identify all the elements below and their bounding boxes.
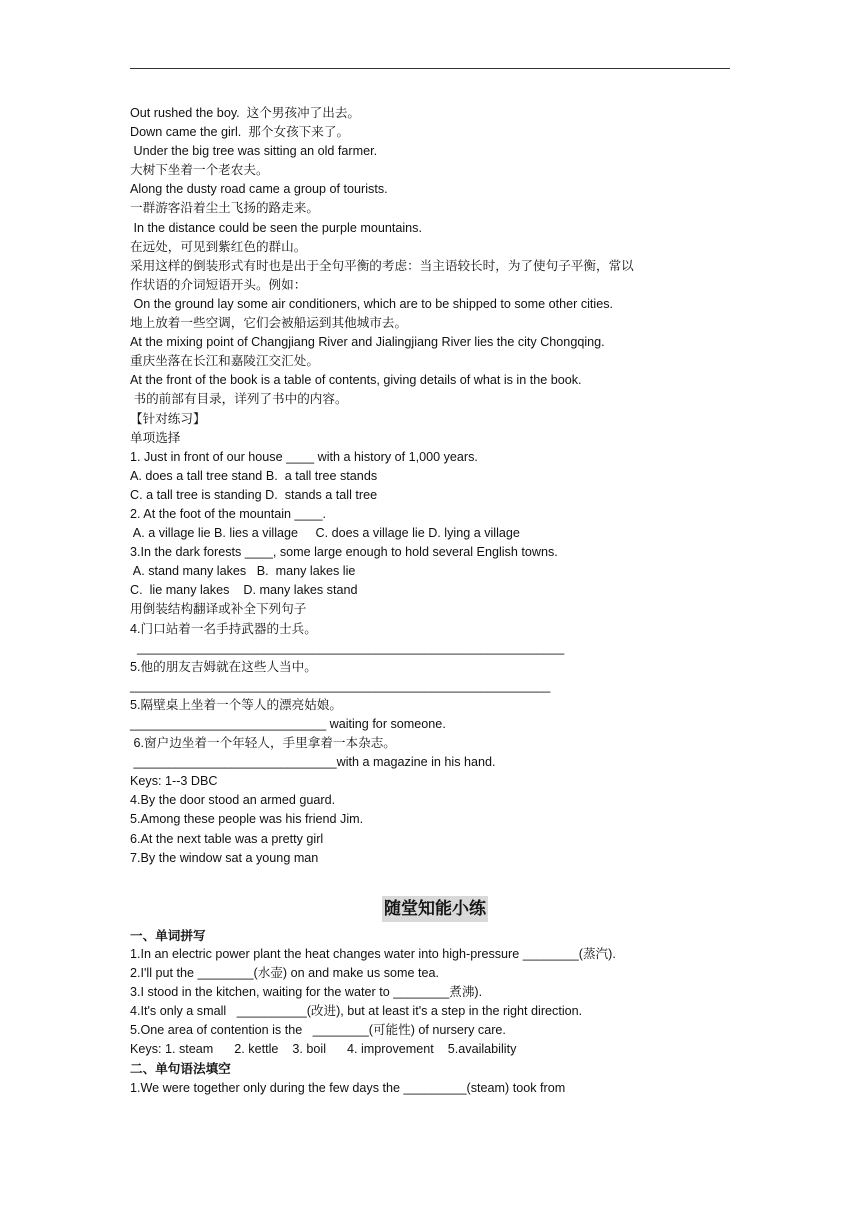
section-title-wrap: [130, 896, 740, 926]
text-line: 5.他的朋友吉姆就在这些人当中。: [130, 659, 317, 674]
text-line: C. lie many lakes D. many lakes stand: [130, 583, 358, 598]
text-line: 1.We were together only during the few days the _________(steam) took from: [130, 1080, 566, 1095]
text-line: 单项选择: [130, 430, 181, 445]
text-line: 5.One area of contention is the ________(可能性) of nursery care.: [130, 1023, 506, 1038]
header-rule: [130, 68, 730, 69]
text-line: 4.门口站着一名手持武器的士兵。: [130, 621, 317, 636]
text-line: In the distance could be seen the purple mountains.: [130, 220, 422, 235]
text-line: 4.It's only a small __________(改进), but at least it's a step in the right direction.: [130, 1004, 583, 1019]
section-title: 随堂知能小练: [382, 896, 488, 922]
text-line: Keys: 1--3 DBC: [130, 774, 218, 789]
text-line: 在远处，可见到紫红色的群山。: [130, 239, 307, 254]
text-line: 采用这样的倒装形式有时也是出于全句平衡的考虑：当主语较长时，为了使句子平衡，常以: [130, 258, 634, 273]
text-line: 地上放着一些空调，它们会被船运到其他城市去。: [130, 316, 408, 331]
text-line: _____________________________________________________________: [130, 640, 565, 655]
text-line: Under the big tree was sitting an old farmer.: [130, 144, 378, 159]
text-line: 2.I'll put the ________(水壶) on and make us some tea.: [130, 965, 440, 980]
text-line: A. stand many lakes B. many lakes lie: [130, 564, 356, 579]
text-line: Along the dusty road came a group of tourists.: [130, 182, 388, 197]
text-line: 3.I stood in the kitchen, waiting for the water to ________煮沸).: [130, 985, 483, 1000]
text-line: Out rushed the boy. 这个男孩冲了出去。: [130, 106, 361, 120]
text-line: 3.In the dark forests ____, some large enough to hold several English towns.: [130, 545, 558, 560]
document-body: [130, 104, 740, 1098]
text-line: Down came the girl. 那个女孩下来了。: [130, 125, 350, 140]
text-line: Keys: 1. steam 2. kettle 3. boil 4. improvement 5.availability: [130, 1042, 517, 1057]
text-line: On the ground lay some air conditioners, which are to be shipped to some other cities.: [130, 296, 614, 311]
text-line: 2. At the foot of the mountain ____.: [130, 506, 327, 521]
text-line: 4.By the door stood an armed guard.: [130, 793, 336, 808]
text-line: ____________________________ waiting for someone.: [130, 717, 446, 731]
text-line: A. does a tall tree stand B. a tall tree stands: [130, 468, 378, 483]
text-line: C. a tall tree is standing D. stands a tall tree: [130, 487, 378, 502]
text-line: 1. Just in front of our house ____ with a history of 1,000 years.: [130, 449, 478, 464]
text-line: 一群游客沿着尘土飞扬的路走来。: [130, 201, 319, 216]
text-line: _____________________________with a magazine in his hand.: [130, 755, 496, 770]
text-line: 5.隔壁桌上坐着一个等人的漂亮姑娘。: [130, 697, 343, 712]
heading-word-spelling: 一、单词拼写: [130, 927, 206, 943]
text-line: 6.At the next table was a pretty girl: [130, 831, 324, 846]
section-gap: [130, 868, 740, 896]
grammar-fill-exercises: [130, 1079, 740, 1098]
text-line: 5.Among these people was his friend Jim.: [130, 812, 364, 827]
text-line: 【针对练习】: [130, 411, 206, 426]
text-line: 重庆坐落在长江和嘉陵江交汇处。: [130, 354, 319, 369]
text-line: 1.In an electric power plant the heat changes water into high-pressure ________(蒸汽).: [130, 946, 616, 961]
inversion-examples-and-exercises: [130, 104, 740, 868]
text-line: At the front of the book is a table of contents, giving details of what is in the book.: [130, 373, 582, 388]
text-line: 6.窗户边坐着一个年轻人，手里拿着一本杂志。: [130, 736, 396, 751]
text-line: A. a village lie B. lies a village C. does a village lie D. lying a village: [130, 526, 520, 541]
text-line: 7.By the window sat a young man: [130, 850, 319, 865]
text-line: At the mixing point of Changjiang River and Jialingjiang River lies the city Chongqing.: [130, 335, 605, 350]
text-line: 作状语的介词短语开头。例如：: [130, 277, 307, 292]
heading-grammar-fill: 二、单句语法填空: [130, 1061, 231, 1077]
word-spelling-exercises: [130, 945, 740, 1060]
text-line: 大树下坐着一个老农夫。: [130, 163, 269, 178]
text-line: ____________________________________________________________: [130, 678, 551, 693]
text-line: 用倒装结构翻译或补全下列句子: [130, 602, 307, 617]
text-line: 书的前部有目录，详列了书中的内容。: [130, 392, 348, 407]
